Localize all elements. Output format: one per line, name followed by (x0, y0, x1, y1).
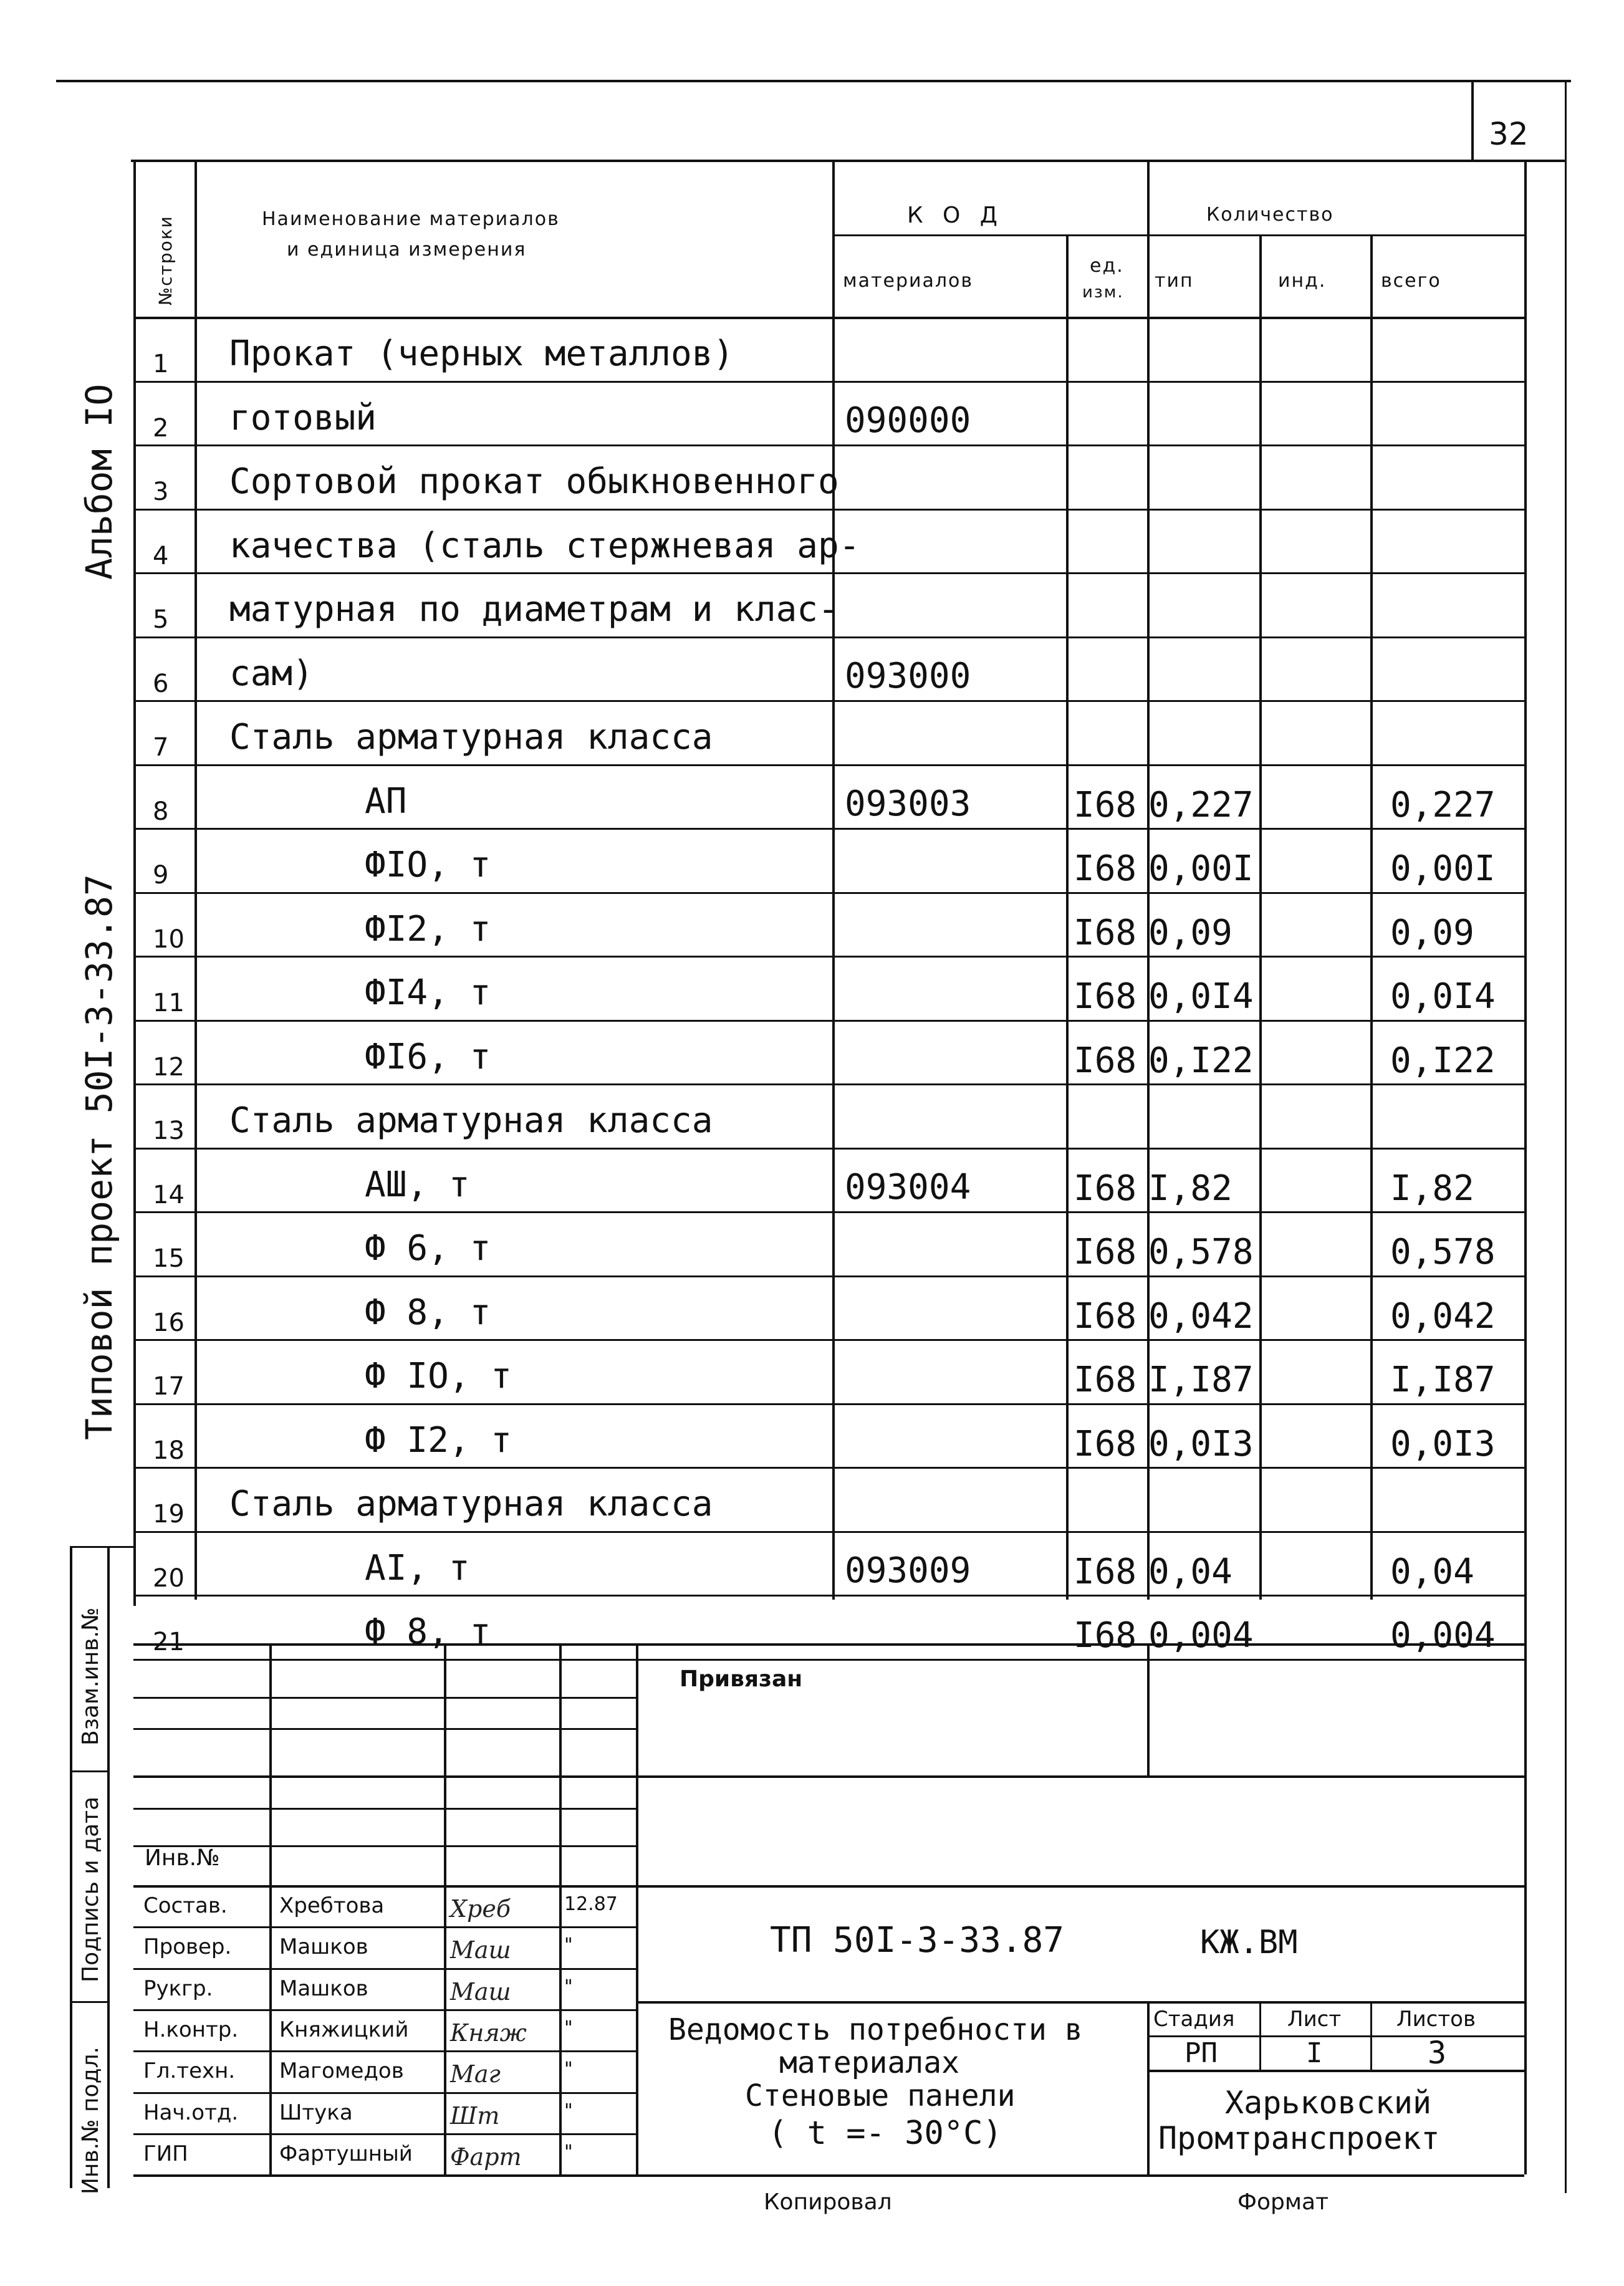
row-divider (133, 1659, 1524, 1661)
row-number-cell: 21 (153, 1628, 185, 1656)
unit-code-cell: I68 (1074, 1423, 1137, 1464)
titleblock-row3 (133, 1775, 1524, 1778)
staff-role: Нач.отд. (143, 2100, 239, 2125)
staff-name: Хребтова (279, 1893, 385, 1918)
header-name-line2: и единица измерения (287, 239, 527, 261)
tb-privyazan-right (1147, 1643, 1150, 1775)
staff-row-divider (133, 2050, 636, 2052)
material-code-cell: 090000 (845, 400, 971, 441)
quantity-total-cell: 0,04 (1390, 1551, 1474, 1592)
sheets-value: 3 (1428, 2035, 1447, 2071)
staff-row-divider (133, 1968, 636, 1970)
row-number-cell: 3 (153, 478, 169, 506)
quantity-tip-cell: I,I87 (1148, 1360, 1254, 1400)
staff-role: Гл.техн. (143, 2058, 236, 2084)
organization-line-1: Харьковский (1225, 2085, 1432, 2121)
table-row (133, 1275, 1524, 1340)
header-ind: инд. (1278, 270, 1327, 292)
privyazan-label: Привязан (680, 1666, 803, 1692)
tb-col4 (636, 1643, 638, 2174)
titleblock-top (133, 1643, 1524, 1646)
unit-code-cell: I68 (1074, 976, 1137, 1017)
copied-label: Копировал (764, 2189, 892, 2215)
side-label-album: Альбом IO (78, 383, 120, 580)
staff-signature: Фарт (450, 2143, 522, 2171)
staff-date: " (564, 2058, 573, 2081)
staff-signature: Хреб (450, 1895, 511, 1923)
sheets-label: Листов (1396, 2007, 1476, 2032)
staff-signature: Маг (450, 2060, 501, 2088)
staff-row-divider (133, 2133, 636, 2135)
table-row (133, 1339, 1524, 1403)
organization-line-2: Промтранспроект (1158, 2120, 1440, 2156)
table-row (133, 1403, 1524, 1467)
sheet-label: Лист (1287, 2007, 1342, 2032)
row-number-cell: 2 (153, 413, 169, 443)
row-number-cell: 17 (153, 1372, 185, 1401)
material-name-cell: Ф 8, т (365, 1611, 491, 1652)
header-unit-line1: ед. (1090, 255, 1124, 277)
quantity-total-cell: 0,0I4 (1390, 976, 1496, 1017)
staff-role: Н.контр. (143, 2017, 239, 2042)
header-kod: К О Д (907, 203, 1004, 228)
unit-code-cell: I68 (1074, 912, 1137, 953)
header-name-line1: Наименование материалов (262, 208, 560, 230)
tb-col3 (559, 1643, 562, 2174)
tb-stage-div1 (1259, 2001, 1261, 2070)
staff-name: Машков (279, 1976, 368, 2001)
staff-row-divider (133, 2092, 636, 2094)
unit-code-cell: I68 (1074, 848, 1137, 889)
header-mid-rule (832, 234, 1524, 236)
row-number-cell: 1 (153, 350, 169, 378)
quantity-total-cell: 0,042 (1390, 1295, 1496, 1337)
material-name-cell: Прокат (черных металлов) (229, 334, 734, 374)
material-code-cell: 093009 (845, 1550, 971, 1591)
sheet-value: I (1306, 2037, 1323, 2069)
title-line-3: Стеновые панели (745, 2078, 1016, 2113)
top-rule (56, 80, 1571, 82)
staff-signature: Шт (450, 2101, 500, 2130)
material-name-cell: матурная по диаметрам и клас- (229, 589, 839, 630)
staff-date: 12.87 (564, 1893, 618, 1915)
row-number-cell: 13 (153, 1117, 185, 1145)
quantity-tip-cell: 0,578 (1148, 1232, 1254, 1272)
row-number-cell: 16 (153, 1308, 185, 1337)
material-name-cell: ФI2, т (365, 908, 491, 949)
row-number-cell: 15 (153, 1244, 185, 1273)
quantity-tip-cell: 0,00I (1148, 848, 1254, 889)
staff-signature: Маш (450, 1936, 511, 1964)
unit-code-cell: I68 (1074, 1168, 1137, 1209)
titleblock-row6 (133, 1885, 1524, 1888)
tb-stage-div2 (1370, 2001, 1372, 2070)
stamp-col-top (70, 1546, 133, 1548)
quantity-tip-cell: I,82 (1148, 1168, 1232, 1209)
row-number-cell: 12 (153, 1052, 185, 1082)
document-code: ТП 50I-3-33.87 (770, 1920, 1065, 1961)
table-row (133, 892, 1524, 956)
header-total: всего (1381, 270, 1441, 292)
unit-code-cell: I68 (1074, 1295, 1137, 1337)
material-name-cell: ФI6, т (365, 1036, 491, 1077)
title-line-2: материалах (779, 2045, 959, 2080)
material-name-cell: АI, т (365, 1547, 470, 1588)
staff-name: Фартушный (279, 2141, 413, 2166)
page-number-box-bottom (131, 160, 1565, 162)
quantity-total-cell: 0,578 (1390, 1232, 1496, 1272)
staff-row-divider (133, 1926, 636, 1928)
header-tip: тип (1155, 270, 1194, 292)
material-code-cell: 093004 (845, 1166, 971, 1208)
staff-date: " (564, 2017, 573, 2039)
row-number-cell: 8 (153, 797, 169, 826)
titleblock-stage-bottom (1147, 2070, 1524, 2072)
unit-code-cell: I68 (1074, 784, 1137, 825)
unit-code-cell: I68 (1074, 1615, 1137, 1656)
table-row (133, 1595, 1524, 1659)
staff-role: Состав. (143, 1893, 228, 1918)
quantity-total-cell: I,I87 (1390, 1360, 1496, 1400)
quantity-tip-cell: 0,09 (1148, 912, 1232, 953)
staff-signature: Маш (450, 1977, 511, 2005)
row-number-cell: 7 (153, 733, 169, 762)
quantity-total-cell: 0,I22 (1390, 1040, 1496, 1081)
staff-role: Провер. (143, 1934, 232, 1960)
table-row (133, 764, 1524, 828)
stamp-col-left (70, 1546, 72, 2188)
table-row (133, 956, 1524, 1020)
row-number-cell: 14 (153, 1180, 185, 1209)
row-number-cell: 4 (153, 541, 169, 570)
stage-value: РП (1184, 2037, 1218, 2069)
header-unit-line2: изм. (1082, 283, 1124, 302)
frame-right-border (1524, 160, 1527, 2174)
tb-col2 (444, 1643, 446, 2174)
inv-no-label: Инв.№ (145, 1845, 220, 1871)
material-name-cell: Сортовой прокат обыкновенного (229, 461, 839, 502)
side-label-project: Типовой проект 50I-3-33.87 (78, 874, 120, 1440)
stamp-col-right (107, 1546, 110, 2188)
quantity-total-cell: 0,227 (1390, 784, 1496, 825)
material-name-cell: готовый (229, 397, 377, 438)
material-name-cell: Ф I2, т (365, 1419, 512, 1461)
row-number-cell: 18 (153, 1436, 185, 1465)
page-number: 32 (1489, 116, 1529, 152)
material-name-cell: АШ, т (365, 1164, 470, 1205)
staff-date: " (564, 1976, 573, 1998)
unit-code-cell: I68 (1074, 1232, 1137, 1272)
row-number-cell: 19 (153, 1500, 185, 1529)
staff-role: ГИП (143, 2141, 188, 2166)
material-code-cell: 093000 (845, 655, 971, 696)
table-row (133, 1148, 1524, 1212)
material-name-cell: Сталь арматурная класса (229, 1484, 713, 1524)
page-number-box-left (1471, 80, 1474, 160)
quantity-total-cell: I,82 (1390, 1168, 1474, 1209)
side-label-inv-podl: Инв.№ подл. (78, 2047, 103, 2194)
table-row (133, 1531, 1524, 1595)
header-quantity: Количество (1206, 204, 1334, 226)
material-name-cell: ФI4, т (365, 973, 491, 1013)
table-row (133, 1020, 1524, 1084)
row-number-cell: 11 (153, 989, 185, 1017)
quantity-total-cell: 0,004 (1390, 1615, 1496, 1656)
material-name-cell: качества (сталь стержневая ар- (229, 525, 860, 566)
table-row (133, 1211, 1524, 1275)
row-number-cell: 10 (153, 924, 185, 954)
row-number-cell: 9 (153, 861, 169, 890)
quantity-tip-cell: 0,004 (1148, 1615, 1254, 1656)
staff-role: Рукгр. (143, 1976, 213, 2001)
format-label: Формат (1237, 2189, 1329, 2215)
staff-date: " (564, 1934, 573, 1957)
side-label-podpis: Подпись и дата (78, 1796, 103, 1982)
stamp-col-div2 (70, 2001, 107, 2003)
table-row (133, 828, 1524, 892)
titleblock-row7 (636, 2001, 1524, 2004)
quantity-tip-cell: 0,042 (1148, 1295, 1254, 1337)
quantity-tip-cell: 0,0I3 (1148, 1423, 1254, 1464)
row-number-cell: 20 (153, 1563, 185, 1593)
material-name-cell: Ф 8, т (365, 1292, 491, 1333)
frame-right-outer (1565, 80, 1567, 2193)
row-number-cell: 5 (153, 605, 169, 634)
staff-date: " (564, 2100, 573, 2122)
staff-row-divider (133, 2009, 636, 2011)
staff-signature: Княж (450, 2019, 527, 2047)
material-name-cell: ФIO, т (365, 845, 491, 885)
header-kod-materials: материалов (843, 270, 974, 292)
material-name-cell: Сталь арматурная класса (229, 1100, 713, 1141)
quantity-tip-cell: 0,04 (1148, 1551, 1232, 1592)
tb-col1 (269, 1643, 272, 2174)
material-name-cell: Ф 6, т (365, 1228, 491, 1269)
tb-stage-left (1147, 2001, 1150, 2174)
material-code-cell: 093003 (845, 783, 971, 824)
staff-date: " (564, 2141, 573, 2163)
titleblock-bottom (133, 2174, 1524, 2177)
stamp-col-div1 (70, 1770, 107, 1772)
material-name-cell: Ф IO, т (365, 1356, 512, 1396)
material-name-cell: сам) (229, 653, 314, 694)
document-mark: КЖ.ВМ (1200, 1924, 1298, 1961)
title-line-4: ( t =- 30°C) (768, 2115, 1002, 2152)
title-line-1: Ведомость потребности в (668, 2012, 1083, 2047)
unit-code-cell: I68 (1074, 1040, 1137, 1081)
staff-name: Магомедов (279, 2058, 404, 2084)
staff-name: Штука (279, 2100, 353, 2125)
quantity-tip-cell: 0,227 (1148, 784, 1254, 825)
unit-code-cell: I68 (1074, 1551, 1137, 1592)
material-name-cell: Сталь арматурная класса (229, 717, 713, 757)
table-row (133, 636, 1524, 701)
quantity-tip-cell: 0,I22 (1148, 1040, 1254, 1081)
staff-name: Княжицкий (279, 2017, 409, 2042)
side-label-vzam: Взам.инв.№ (78, 1607, 103, 1746)
row-number-cell: 6 (153, 669, 169, 698)
header-row-number: №строки (155, 215, 176, 305)
quantity-total-cell: 0,0I3 (1390, 1423, 1496, 1464)
quantity-tip-cell: 0,0I4 (1148, 976, 1254, 1017)
quantity-total-cell: 0,00I (1390, 848, 1496, 889)
staff-name: Машков (279, 1934, 368, 1960)
stage-label: Стадия (1153, 2007, 1235, 2032)
material-name-cell: АП (365, 780, 407, 822)
unit-code-cell: I68 (1074, 1360, 1137, 1400)
quantity-total-cell: 0,09 (1390, 912, 1474, 953)
